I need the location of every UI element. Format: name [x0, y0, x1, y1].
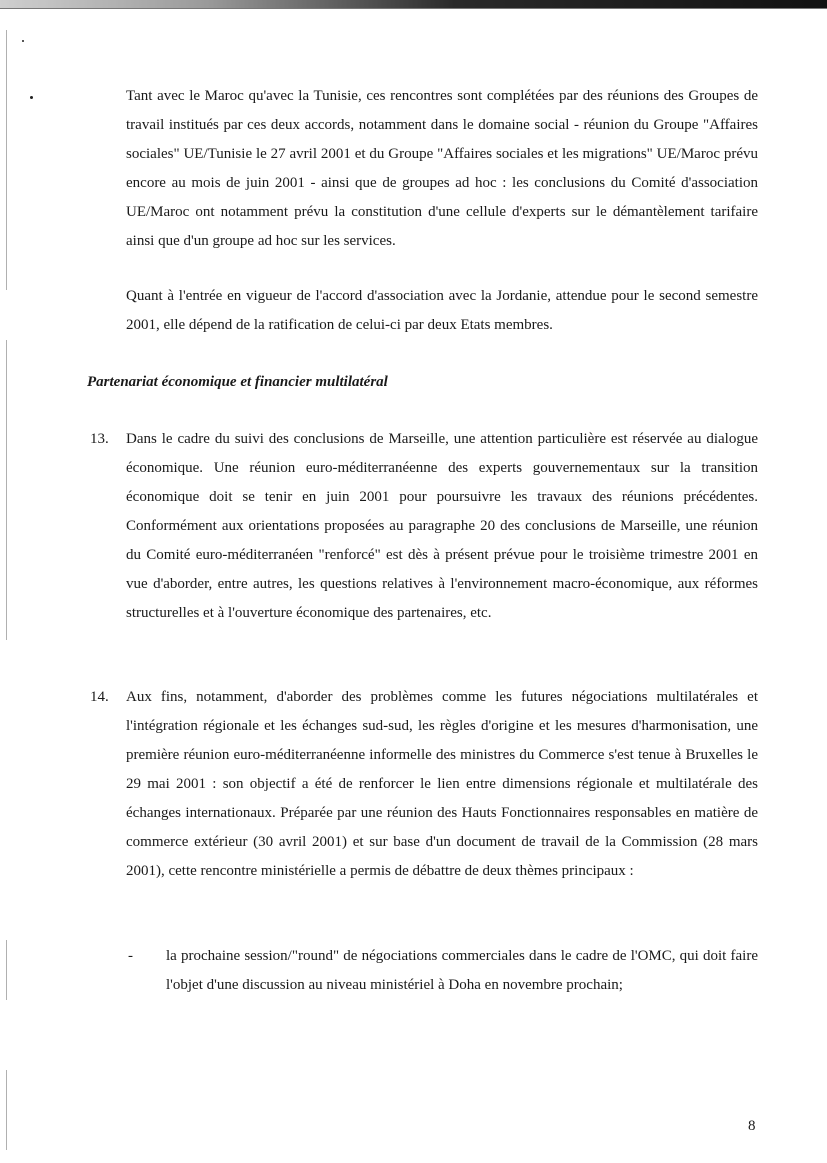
item-14-text: Aux fins, notamment, d'aborder des problèmes comme les futures négociations multilatérales et l'intégration régionale et les échanges sud-sud, les règles d'origine et les mesures d'harmonisation, une première réunion euro-méditerranéenne informelle des ministres du Commerce s'est tenue à Bruxelles le 29 mai 2001 : son objectif a été de renforcer le lien entre dimensions régionale et multilatérale des échanges internationaux. Préparée par une réunion des Hauts Fonctionnaires responsables en matière de commerce extérieur (30 avril 2001) et sur base d'un document de travail de la Commission (28 mars 2001), cette rencontre ministérielle a permis de débattre de deux thèmes principaux :	[126, 689, 758, 879]
bullet-text: la prochaine session/"round" de négociations commerciales dans le cadre de l'OMC, qui doit faire l'objet d'une discussion au niveau ministériel à Doha en novembre prochain;	[166, 948, 758, 993]
margin-dot	[22, 40, 24, 42]
margin-scan-line	[6, 940, 7, 1000]
paragraph-jordanie: Quant à l'entrée en vigueur de l'accord d'association avec la Jordanie, attendue pour le second semestre 2001, elle dépend de la ratification de celui-ci par deux Etats membres.	[126, 288, 758, 333]
paragraph-maroc-tunisie: Tant avec le Maroc qu'avec la Tunisie, ces rencontres sont complétées par des réunions des Groupes de travail institués par ces deux accords, notamment dans le domaine social - réunion du Groupe "Affaires sociales" UE/Tunisie le 27 avril 2001 et du Groupe "Affaires sociales et les migrations" UE/Maroc prévu encore au mois de juin 2001 - ainsi que de groupes ad hoc : les conclusions du Comité d'association UE/Maroc ont notamment prévu la constitution d'une cellule d'experts sur le démantèlement tarifaire ainsi que d'un groupe ad hoc sur les services.	[126, 88, 758, 249]
item-13-text: Dans le cadre du suivi des conclusions de Marseille, une attention particulière est réservée au dialogue économique. Une réunion euro-méditerranéenne des experts gouvernementaux sur la transition économique doit se tenir en juin 2001 pour poursuivre les travaux des réunions précédentes. Conformément aux orientations proposées au paragraphe 20 des conclusions de Marseille, une réunion du Comité euro-méditerranéen "renforcé" est dès à présent prévue pour le troisième trimestre 2001 en vue d'aborder, entre autres, les questions relatives à l'environnement macro-économique, aux réformes structurelles et à l'ouverture économique des partenaires, etc.	[126, 431, 758, 621]
scan-edge-line	[0, 8, 827, 9]
item-14-number: 14.	[90, 689, 109, 705]
bullet-marker: -	[128, 948, 133, 964]
item-13-number: 13.	[90, 431, 109, 447]
margin-scan-line	[6, 340, 7, 640]
margin-scan-line	[6, 1070, 7, 1150]
margin-scan-line	[6, 30, 7, 290]
scan-edge-bar	[0, 0, 827, 8]
margin-dot	[30, 96, 33, 99]
section-heading: Partenariat économique et financier multilatéral	[87, 374, 388, 390]
page-number: 8	[748, 1118, 756, 1134]
